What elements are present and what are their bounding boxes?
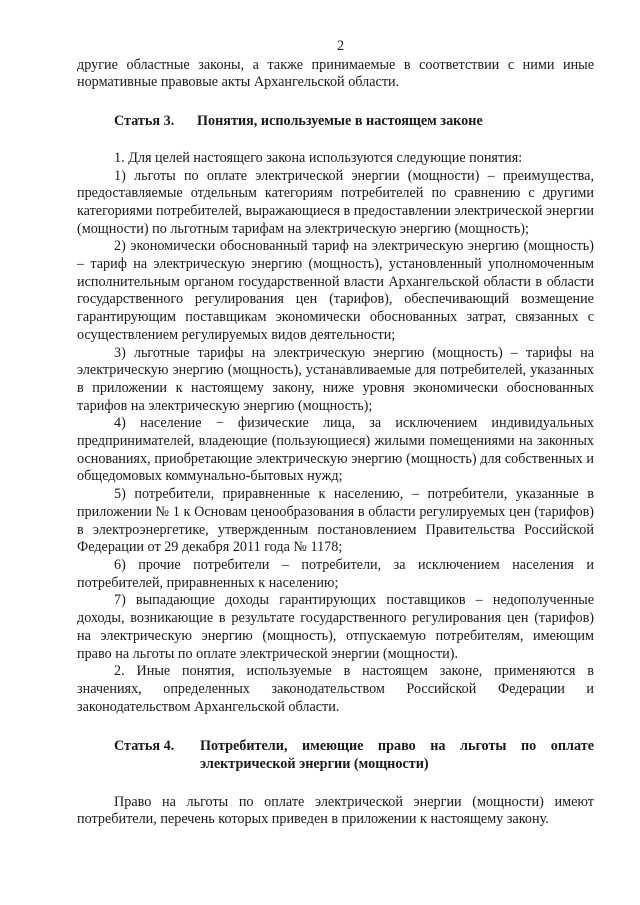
article-3-point-1-intro: 1. Для целей настоящего закона используются следующие понятия: (114, 149, 523, 166)
article-4-paragraph: Право на льготы по оплате электрической энергии (мощности) имеют потребители, перечень которых приведен в приложении к настоящему закону. (77, 793, 594, 828)
article-4-title: Потребители, имеющие право на льготы по оплате электрической энергии (мощности) (200, 738, 594, 773)
definition-item-7: 7) выпадающие доходы гарантирующих поставщиков – недополученные доходы, возникающие в результате государственного регулирования цен (тарифов) на электрическую энергию (мощность), отпускаемую потребителям, имеющим право на льготы по оплате электрической энергии (мощности). (77, 592, 594, 662)
article-3-heading (77, 113, 594, 131)
article-4-number: Статья 4. (114, 738, 175, 755)
intro-paragraph: другие областные законы, а также принимаемые в соответствии с ними иные нормативные правовые акты Архангельской области. (77, 56, 594, 91)
article-3-point-2: 2. Иные понятия, используемые в настоящем законе, применяются в значениях, определенных законодательством Российской Федерации и законодательством Архангельской области. (77, 663, 594, 715)
definition-item-1: 1) льготы по оплате электрической энергии (мощности) – преимущества, предоставляемые отдельным категориям потребителей по сравнению с другими категориями потребителей, выражающиеся в предоставлении электрической энергии (мощности) по льготным тарифам на электрическую энергию (мощность); (77, 167, 594, 237)
definition-item-2: 2) экономически обоснованный тариф на электрическую энергию (мощность) – тариф на электрическую энергию (мощность), установленный уполномоченным исполнительным органом государственной власти Архангельской области в области государственного регулирования цен (тарифов), обеспечивающий возмещение гарантирующим поставщикам экономически обоснованных затрат, связанных с осуществлением регулируемых видов деятельности; (77, 238, 594, 343)
definition-item-3: 3) льготные тарифы на электрическую энергию (мощность) – тарифы на электрическую энергию (мощность), устанавливаемые для потребителей, указанных в приложении к настоящему закону, ниже уровня экономически обоснованных тарифов на электрическую энергию (мощность); (77, 344, 594, 414)
article-3-number: Статья 3. (114, 113, 175, 130)
article-4-heading (77, 738, 594, 773)
page-number: 2 (336, 38, 345, 54)
article-3-title: Понятия, используемые в настоящем законе (197, 113, 483, 130)
definition-item-4: 4) население − физические лица, за исключением индивидуальных предпринимателей, владеющие (пользующиеся) жилыми помещениями на законных основаниях, приобретающие электрическую энергию (мощность) для собственных и общедомовых коммунально-бытовых нужд; (77, 415, 594, 485)
definition-item-5: 5) потребители, приравненные к населению, – потребители, указанные в приложении № 1 к Основам ценообразования в области регулируемых цен (тарифов) в электроэнергетике, утвержденным постановлением Правительства Российской Федерации от 29 декабря 2011 года № 1178; (77, 486, 594, 556)
definition-item-6: 6) прочие потребители – потребители, за исключением населения и потребителей, приравненных к населению; (77, 556, 594, 591)
